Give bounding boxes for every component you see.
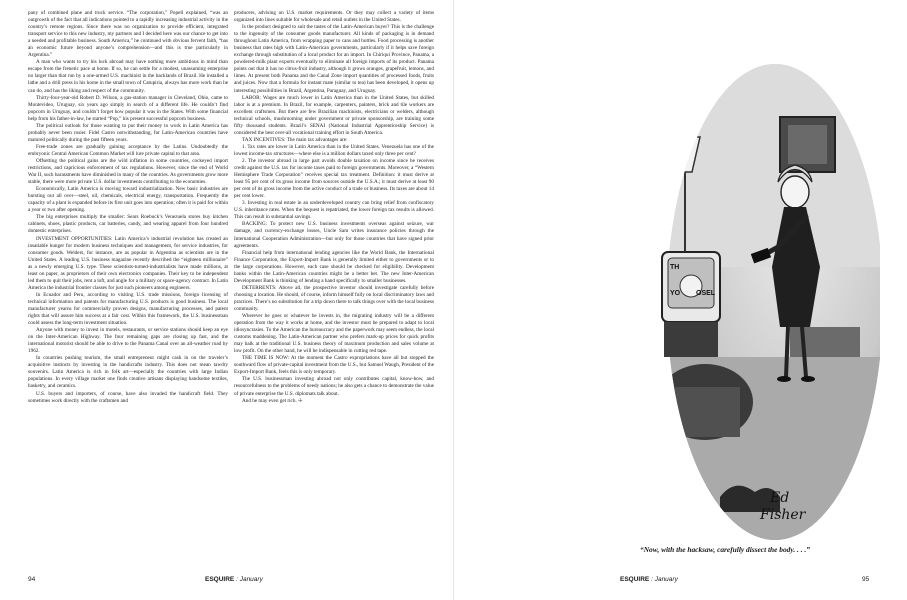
article-paragraph: Free-trade zones are gradually gaining acceptance by the Latins. Undoubtedly the embryonic Central American Common Market will lure private capital to that area. bbox=[28, 143, 228, 157]
article-paragraph: And he may even get rich. ☩ bbox=[242, 397, 303, 404]
article-paragraph: 3. Investing in real estate in an underdeveloped country can bring relief from confiscatory U.S. inheritance rates. When the bequest is repatriated, the lower foreign tax results is allowed. This can result in substantial savings. bbox=[234, 200, 434, 221]
tv-screen-text-left: TH bbox=[670, 264, 680, 271]
cartoon-illustration bbox=[660, 57, 880, 545]
article-paragraph: THE TIME IS NOW: At the moment the Castro expropriations have all but stopped the southward flow of private-capital investment from the U.S., but Samuel Waugh, President of the Export-Import Bank, feels this is only temporary. bbox=[234, 355, 434, 376]
article-paragraph: Economically, Latin America is moving toward industrialization. New basic industries are bursting out all over—steel, oil, chemicals, electrical energy, transportation. Frequently the capacity of a plant is expanded before its first unit goes into operation; often it is paid for within a year or two after opening. bbox=[28, 186, 228, 214]
article-column-3 bbox=[457, 10, 650, 566]
svg-text:Ed: Ed bbox=[770, 490, 790, 506]
article-paragraph: The political outlook for those wanting to put their money to work in Latin America has probably never been rosier. Fidel Castro notwithstanding, for Latin-American countries have matured politically during the past fifteen years. bbox=[28, 122, 228, 143]
folio-separator: : bbox=[236, 576, 238, 583]
article-paragraph: LABOR: Wages are much lower in Latin America than in the United States, but skilled labor is at a premium. In Brazil, for example, carpenters, painters, brick and tile workers are excellent craftsmen. But there are few Brazilian machinists, electricians or welders, although technical schools, mushrooming under government or private sponsorship, are training some fifty thousand students. Brazil’s SENAI (National Industrial Apprenticeship Service) is considered the best over-all vocational training effort in South America. bbox=[234, 94, 434, 136]
article-paragraph: Thirty-four-year-old Robert D. Wilson, a gas-station manager in Cleveland, Ohio, came to Montevideo, Uruguay, six years ago simply in search of a different life. He couldn’t find popcorn in Uruguay, and couldn’t forget how popular it was in the States. With some financial help from his father-in-law, he started “Pop,” his present successful popcorn business. bbox=[28, 94, 228, 122]
folio-magazine-name: ESQUIRE bbox=[620, 576, 650, 583]
article-paragraph: The U.S. businessman investing abroad not only contributes capital, know-how, and resourcefulness to the problems of needy nations; he also gets a chance to demonstrate the value of private enterprise the U.S. diplomats talk about. bbox=[234, 376, 434, 397]
article-column-2 bbox=[234, 10, 434, 565]
folio-separator: : bbox=[651, 576, 653, 583]
cartoon-caption: “Now, with the hacksaw, carefully dissect the body. . . .” bbox=[640, 545, 810, 554]
tv-screen-text-right: OSEL bbox=[696, 290, 716, 297]
article-paragraph: Is the product designed to suit the tastes of the Latin-American buyer? This is the challenge to the ingenuity of the consumer goods manufacturer. All kinds of packaging is in demand throughout Latin America, from wrapping paper to cans and bottles. Food processing is another business that rates high with Latin-American governments, particularly if it helps save foreign exchange through substitution of a local product for an import. In Chiriquí Province, Panama, a powdered-milk plant exports eventually to eliminate all foreign imports of its product. Panama points out that it has no citrus-fruit industry, although it grows oranges, grapefruit, lemons, and limes. At present both Panama and the Canal Zone import quantities of processed foods, fruits and juices. Now that a formula for instant mate (similar to tea) has been developed, it opens up interesting possibilities in Brazil, Argentina, Paraguay, and Uruguay. bbox=[234, 24, 434, 94]
tv-screen-text-mid: YO bbox=[670, 290, 681, 297]
page-gutter bbox=[453, 0, 454, 600]
article-paragraph: producers, advising on U.S. market requirements. Or they may collect a variety of items organized into lines suitable for wholesale and retail outlets in the United States. bbox=[234, 10, 434, 24]
article-paragraph: Financial help from international lending agencies like the World Bank, the International Finance Corporation, the Export-Import Bank is generally limited either to governments or to the large corporations. However, each case should be checked for eligibility. Development banks within the Latin-American countries might be a better bet. The new Inter-American Development Bank is thinking of lending a hand specifically to smaller businesses. bbox=[234, 249, 434, 284]
article-paragraph: A man who wants to try his luck abroad may have nothing more ambitious in mind than escape from the frenetic pace at home. If so, he can settle for a modest, unassuming enterprise no larger than that run by a one-armed U.S. machinist in the backlands of Brazil. He installed a lathe and a drill press in his home in the small town of Catupiria, always has more work than he can do, and has the liking and respect of the community. bbox=[28, 59, 228, 94]
folio-left bbox=[205, 576, 263, 583]
article-paragraph: The big enterprises multiply the smaller: Sears Roebuck’s Venezuela stores buy kitchen cabinets, shoes, plastic products, car batteries, candy, and wearing apparel from four hundred domestic enterprises. bbox=[28, 214, 228, 235]
article-paragraph: U.S. buyers and importers, of course, have also invaded the handicraft field. They sometimes work directly with the craftsmen and bbox=[28, 390, 228, 404]
folio-month: January bbox=[654, 576, 678, 583]
article-paragraph: Wherever he goes or whatever he invests in, the migrating industry will be a different operation from the way it works at home, and the investor must be prepared to adapt to local idiosyncrasies. To the American the bureaucracy and the paperwork may seem endless, the local customs maddening. The Latin-American partner who prefers mark-up prices for quick profits may balk at the traditional U.S. business theory of maximum production and sales volume at low profit. On the other hand, he will be indispensable in cutting red tape. bbox=[234, 313, 434, 355]
article-paragraph: DETERRENTS: Above all, the prospective investor should investigate carefully before choosing a location. He should, of course, inform himself fully on local discriminatory laws and practices. There’s no substitution for a trip down there to talk things over with the local business community. bbox=[234, 284, 434, 312]
page-number-left: 94 bbox=[28, 576, 36, 583]
article-paragraph: 2. The investor abroad in large part avoids double taxation on income since he receives credit against the U.S. tax for income taxes paid to foreign governments. Moreover, a “Western Hemisphere Trade Corporation” receives special tax treatment. Definition: it must derive at least 95 per cent of its gross income from sources outside the U.S.A.; it must derive at least 90 per cent of its gross income from the active conduct of a trade or business. Its taxes are about 14 per cent lower. bbox=[234, 157, 434, 200]
article-paragraph: TAX INCENTIVES: The main tax advantages are: bbox=[242, 136, 348, 143]
article-paragraph: In countries pushing tourism, the small entrepreneur might cash in on the traveler’s acquisitive instincts by investing in the handicrafts industry. This does not mean tawdry souvenirs. Latin America is rich in folk art—especially the countries with large Indian populations. In every village market one finds creative artisans displaying handsome textiles, basketry, and ceramics. bbox=[28, 355, 228, 390]
folio-right bbox=[620, 576, 678, 583]
article-column-1 bbox=[28, 10, 228, 565]
article-paragraph: Anyone with money to invest in motels, restaurants, or service stations should keep an eye on the Inter-American Highway. The four remaining gaps are closing up fast, and the international motorist should be able to drive to the Panama Canal over an all-weather road by 1962. bbox=[28, 327, 228, 355]
article-paragraph: Offsetting the political gains are the wild inflation in some countries, cockeyed import restrictions, and capricious enforcement of tax regulations. However, since the end of World War II, such harassments have diminished in many of the countries. As governments grow more stable, there were more private U.S. dollar investments contributing to the economies. bbox=[28, 157, 228, 186]
television-set bbox=[662, 252, 720, 357]
article-paragraph: 1. Tax rates are lower in Latin America than in the United States. Venezuela has one of the lowest income-tax structures—where else is a million dollars taxed only three per cent? bbox=[234, 143, 434, 157]
article-paragraph: BACKING: To protect new U.S. business investments overseas against seizure, war damage, and currency-exchange losses, Uncle Sam writes insurance policies through the International Cooperation Administration—but only for those countries that have signed prior agreements. bbox=[234, 221, 434, 249]
folio-magazine-name: ESQUIRE bbox=[205, 576, 235, 583]
folio-month: January bbox=[239, 576, 263, 583]
svg-text:Fisher: Fisher bbox=[760, 507, 806, 523]
article-paragraph: INVESTMENT OPPORTUNITIES: Latin America’s industrial revolution has created an insatiable hunger for modern business techniques and management, for service industries, for consumer goods. Welders, for instance, are as popular in Argentina as scientists are in the United States. A leading U.S. business magazine recently described the “eighteen millionaire” as a newly emerging U.S. type. These scientists-turned-industrialists have made millions, at least on paper, as proprietors of their own electronics companies. Their key to be independent led them to quit their jobs, rent a loft, and angle for a military or space-agency contract. In Latin America the industrial frontier classes for just such pioneers among engineers. bbox=[28, 235, 228, 291]
page-number-right: 95 bbox=[862, 576, 870, 583]
article-paragraph: In Ecuador and Peru, according to visiting U.S. trade missions, foreign licensing of technical information and patents for manufacturing U.S. products is good business. The local manufacturer yearns for commercially proven designs, manufacturing processes, and patent rights that will assure him success at a fair cost. Within this framework, the U.S. businessman could assess the long-term investment situation. bbox=[28, 291, 228, 327]
article-paragraph: pany of combined plane and truck service. “The corporation,” Popell explained, “was an outgrowth of the fact that all indications pointed to a rapidly increasing industrial activity in the country’s remote regions. Since there was no organization to provide efficient, integrated transport service to this new industry, my partners and I decided here was our chance to get into a needed and profitable business. South America,” he continued with obvious fervent faith, “has an economic future beyond anyone’s comprehension—and this is true particularly in Argentina.” bbox=[28, 10, 228, 59]
